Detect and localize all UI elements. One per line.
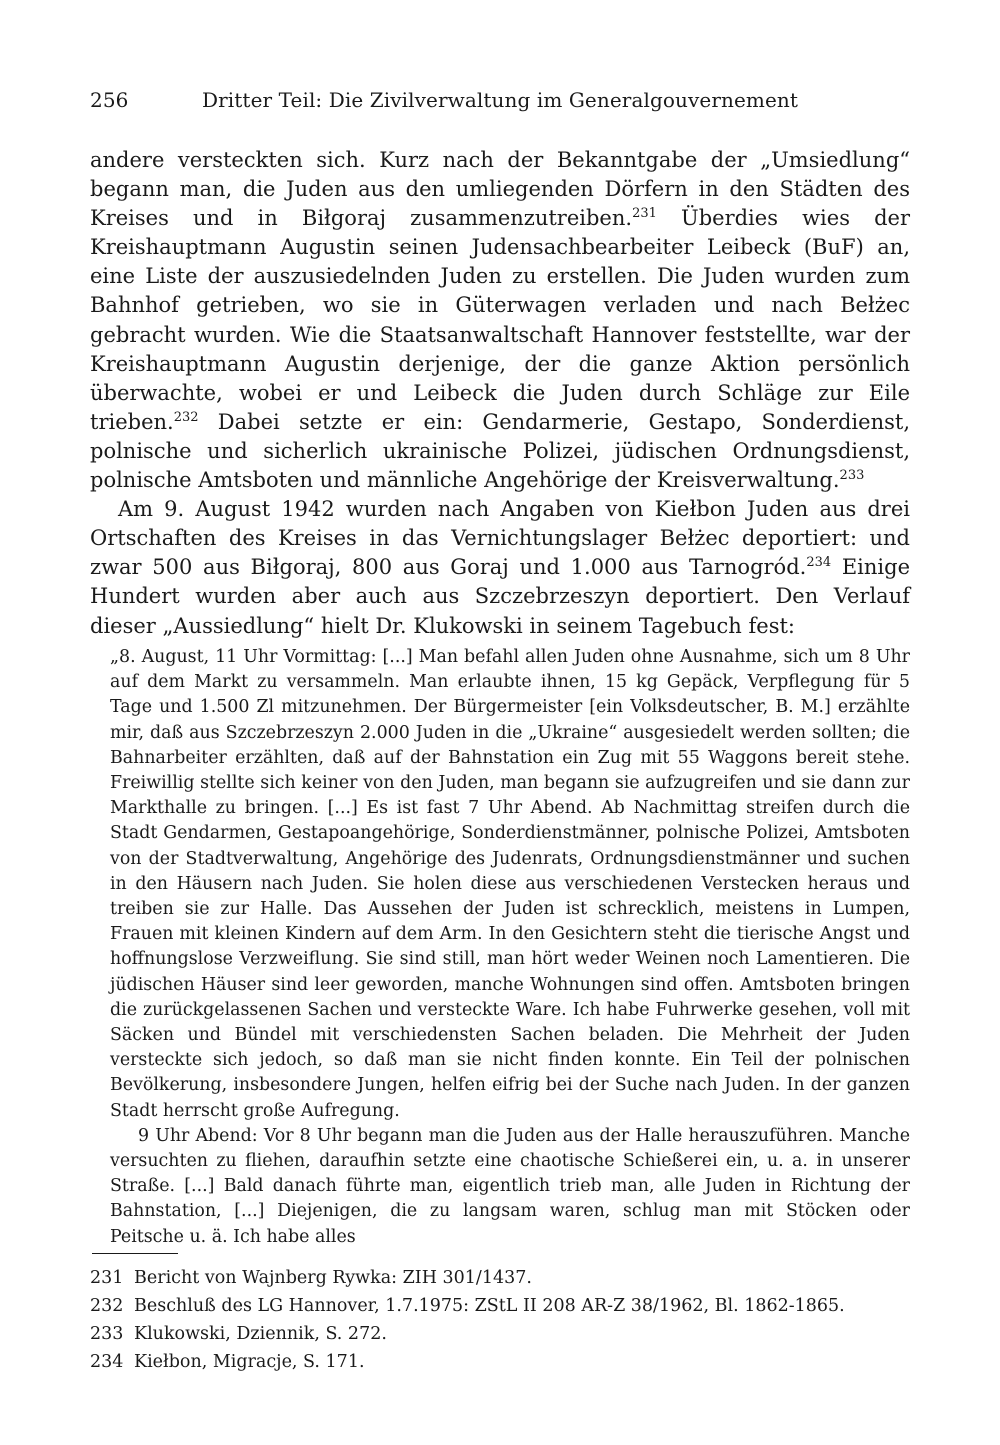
footnotes bbox=[90, 1264, 910, 1376]
footnote-text: Beschluß des LG Hannover, 1.7.1975: ZStL II 208 AR-Z 38/1962, Bl. 1862-1865. bbox=[134, 1296, 845, 1316]
text-run: Dabei setzte er ein: Gendarmerie, Gestapo, Sonderdienst, polnische und sicherlich ukrainische Polizei, jüdischen Ordnungsdienst, polnische Amtsboten und männliche Angehörige der Kreisverwaltung. bbox=[90, 409, 910, 493]
quote-paragraph: „8. August, 11 Uhr Vormittag: [...] Man befahl allen Juden ohne Ausnahme, sich um 8 Uhr auf dem Markt zu versammeln. Man erlaubte ihnen, 15 kg Gepäck, Verpflegung für 5 Tage und 1.500 Zl mitzunehmen. Der Bürgermeister [ein Volksdeutscher, B. M.] erzählte mir, daß aus Szczebrzeszyn 2.000 Juden in die „Ukraine“ ausgesiedelt werden sollten; die Bahnarbeiter erzählten, daß auf der Bahnstation ein Zug mit 55 Waggons bereit stehe. Freiwillig stellte sich keiner von den Juden, man begann sie aufzugreifen und sie dann zur Markthalle zu bringen. [...] Es ist fast 7 Uhr Abend. Ab Nachmittag streifen durch die Stadt Gendarmen, Gestapoangehörige, Sonderdienstmänner, polnische Polizei, Amtsboten von der Stadtverwaltung, Angehörige des Judenrats, Ordnungsdienstmänner und suchen in den Häusern nach Juden. Sie holen diese aus verschiedenen Verstecken heraus und treiben sie zur Halle. Das Aussehen der Juden ist schrecklich, meistens in Lumpen, Frauen mit kleinen Kindern auf dem Arm. In den Gesichtern steht die tierische Angst und hoffnungslose Verzweiflung. Sie sind still, man hört weder Weinen noch Lamentieren. Die jüdischen Häuser sind leer geworden, manche Wohnungen sind offen. Amtsboten bringen die zurückgelassenen Sachen und versteckte Ware. Ich habe Fuhrwerke gesehen, voll mit Säcken und Bündel mit verschiedensten Sachen beladen. Die Mehrheit der Juden versteckte sich jedoch, so daß man sie nicht finden konnte. Ein Teil der polnischen Bevölkerung, insbesondere Jungen, helfen eifrig bei der Suche nach Juden. In der ganzen Stadt herrscht große Aufregung. bbox=[110, 647, 910, 1121]
text-run: Am 9. August 1942 wurden nach Angaben von Kiełbon Juden aus drei Ortschaften des Kreises in das Vernichtungslager Bełżec deportiert: und zwar 500 aus Biłgoraj, 800 aus Goraj und 1.000 aus Tarnogród. bbox=[90, 497, 910, 580]
footnote bbox=[90, 1292, 910, 1320]
footnote-text: Kiełbon, Migracje, S. 171. bbox=[134, 1352, 365, 1372]
page-header bbox=[90, 88, 910, 118]
running-title: Dritter Teil: Die Zivilverwaltung im Generalgouvernement bbox=[202, 88, 799, 112]
footnote-number: 233 bbox=[90, 1324, 124, 1344]
paragraph bbox=[90, 495, 910, 640]
footnote-number: 231 bbox=[90, 1268, 124, 1288]
quote-paragraph: 9 Uhr Abend: Vor 8 Uhr begann man die Juden aus der Halle herauszuführen. Manche versuchten zu fliehen, daraufhin setzte eine chaotische Schießerei ein, u. a. in unserer Straße. [...] Bald danach führte man, eigentlich trieb man, alle Juden in Richtung der Bahnstation, [...] Diejenigen, die zu langsam waren, schlug man mit Stöcken oder Peitsche u. ä. Ich habe alles bbox=[110, 1125, 910, 1247]
footnote-text: Klukowski, Dziennik, S. 272. bbox=[134, 1324, 387, 1344]
footnote-ref: 234 bbox=[806, 555, 832, 571]
block-quote bbox=[110, 645, 910, 1250]
footnote bbox=[90, 1264, 910, 1292]
page-number: 256 bbox=[90, 88, 129, 112]
text-run: andere versteckten sich. Kurz nach der Bekanntgabe der „Umsiedlung“ begann man, die Juden aus den umliegenden Dörfern in den Städten des Kreises und in Biłgoraj zusammenzutreiben. bbox=[90, 148, 910, 231]
footnote-number: 234 bbox=[90, 1352, 124, 1372]
footnote-separator bbox=[92, 1253, 178, 1254]
footnote bbox=[90, 1348, 910, 1376]
footnote-ref: 232 bbox=[173, 409, 199, 425]
text-run: Einige Hundert wurden aber auch aus Szczebrzeszyn deportiert. Den Verlauf dieser „Aussiedlung“ hielt Dr. Klukowski in seinem Tagebuch fest: bbox=[90, 555, 910, 638]
body-text bbox=[90, 146, 910, 641]
footnote-number: 232 bbox=[90, 1296, 124, 1316]
footnote-ref: 231 bbox=[632, 206, 657, 222]
footnote-text: Bericht von Wajnberg Rywka: ZIH 301/1437. bbox=[134, 1268, 532, 1288]
paragraph bbox=[90, 146, 910, 495]
footnote bbox=[90, 1320, 910, 1348]
text-run: Überdies wies der Kreishauptmann Augustin seinen Judensachbearbeiter Leibeck (BuF) an, eine Liste der auszusiedelnden Juden zu erstellen. Die Juden wurden zum Bahnhof getrieben, wo sie in Güterwagen verladen und nach Bełżec gebracht wurden. Wie die Staatsanwaltschaft Hannover feststellte, war der Kreishauptmann Augustin derjenige, der die ganze Aktion persönlich überwachte, wobei er und Leibeck die Juden durch Schläge zur Eile trieben. bbox=[90, 206, 910, 434]
footnote-ref: 233 bbox=[839, 468, 865, 484]
